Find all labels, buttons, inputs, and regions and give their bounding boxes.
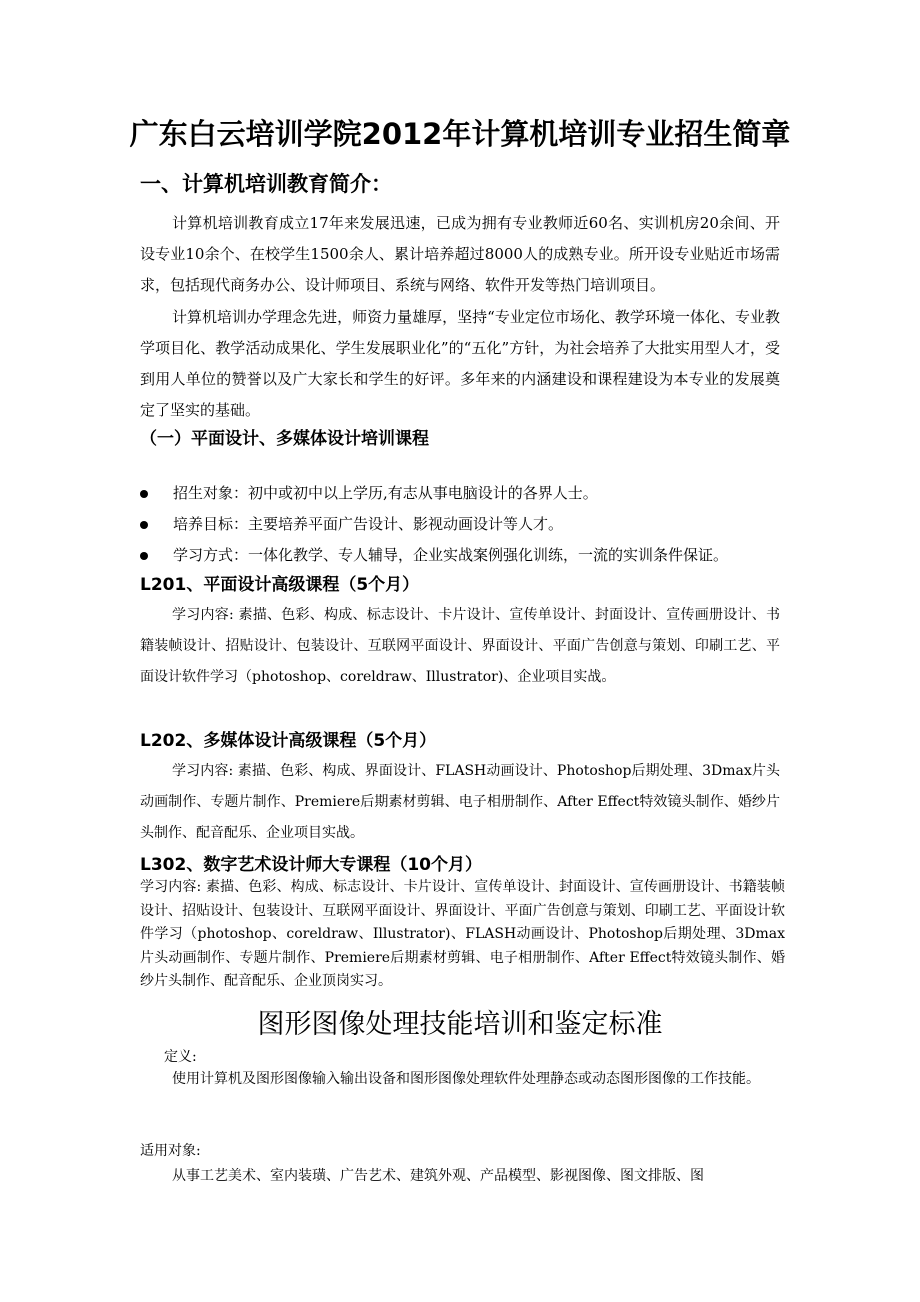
subsection-heading: （一）平面设计、多媒体设计培训课程 [140, 429, 429, 449]
bullet-icon [140, 552, 148, 560]
course-heading-l202: L202、多媒体设计高级课程（5个月） [140, 731, 437, 751]
course-heading-l302: L302、数字艺术设计师大专课程（10个月） [140, 855, 482, 875]
enrollment-bullet-list [140, 478, 800, 571]
definition-label: 定义: [164, 1049, 197, 1065]
list-item [140, 478, 800, 509]
list-item [140, 509, 800, 540]
course-content-l201: 学习内容: 素描、色彩、构成、标志设计、卡片设计、宣传单设计、封面设计、宣传画册设计、书籍装帧设计、招贴设计、包装设计、互联网平面设计、界面设计、平面广告创意与策划、印刷工艺、平面设计软件学习（photoshop、coreldraw、Illustrator)、企业项目实战。 [140, 607, 780, 685]
list-item [140, 540, 800, 571]
document-title: 广东白云培训学院2012年计算机培训专业招生简章 [129, 117, 791, 151]
bullet-text: 培养目标：主要培养平面广告设计、影视动画设计等人才。 [173, 515, 564, 533]
bullet-icon [140, 521, 148, 529]
section-heading-intro: 一、计算机培训教育简介： [140, 172, 392, 196]
applicable-text: 从事工艺美术、室内装璜、广告艺术、建筑外观、产品模型、影视图像、图文排版、图 [172, 1168, 704, 1184]
intro-paragraph-1: 计算机培训教育成立17年来发展迅速，已成为拥有专业教师近60名、实训机房20余间、开设专业10余个、在校学生1500余人、累计培养超过8000人的成熟专业。所开设专业贴近市场需求，包括现代商务办公、设计师项目、系统与网络、软件开发等热门培训项目。 [140, 214, 780, 294]
standard-title: 图形图像处理技能培训和鉴定标准 [257, 1009, 663, 1040]
intro-paragraph-2: 计算机培训办学理念先进，师资力量雄厚，坚持“专业定位市场化、教学环境一体化、专业教学项目化、教学活动成果化、学生发展职业化”的“五化”方针，为社会培养了大批实用型人才，受到用人单位的赞誉以及广大家长和学生的好评。多年来的内涵建设和课程建设为本专业的发展奠定了坚实的基础。 [140, 308, 780, 419]
course-content-l302: 学习内容: 素描、色彩、构成、标志设计、卡片设计、宣传单设计、封面设计、宣传画册设计、书籍装帧设计、招贴设计、包装设计、互联网平面设计、界面设计、平面广告创意与策划、印刷工艺、平面设计软件学习（photoshop、coreldraw、Illustrator)、FLASH动画设计、Photoshop后期处理、3Dmax片头动画制作、专题片制作、Premiere后期素材剪辑、电子相册制作、After Effect特效镜头制作、婚纱片头制作、配音配乐、企业顶岗实习。 [140, 879, 785, 989]
definition-text: 使用计算机及图形图像输入输出设备和图形图像处理软件处理静态或动态图形图像的工作技能。 [172, 1071, 760, 1087]
bullet-icon [140, 490, 148, 498]
bullet-text: 学习方式：一体化教学、专人辅导，企业实战案例强化训练，一流的实训条件保证。 [173, 546, 729, 564]
course-content-l202: 学习内容: 素描、色彩、构成、界面设计、FLASH动画设计、Photoshop后期处理、3Dmax片头动画制作、专题片制作、Premiere后期素材剪辑、电子相册制作、After Effect特效镜头制作、婚纱片头制作、配音配乐、企业项目实战。 [140, 763, 780, 841]
course-heading-l201: L201、平面设计高级课程（5个月） [140, 575, 420, 595]
bullet-text: 招生对象：初中或初中以上学历,有志从事电脑设计的各界人士。 [173, 484, 598, 502]
applicable-label: 适用对象: [140, 1143, 201, 1159]
